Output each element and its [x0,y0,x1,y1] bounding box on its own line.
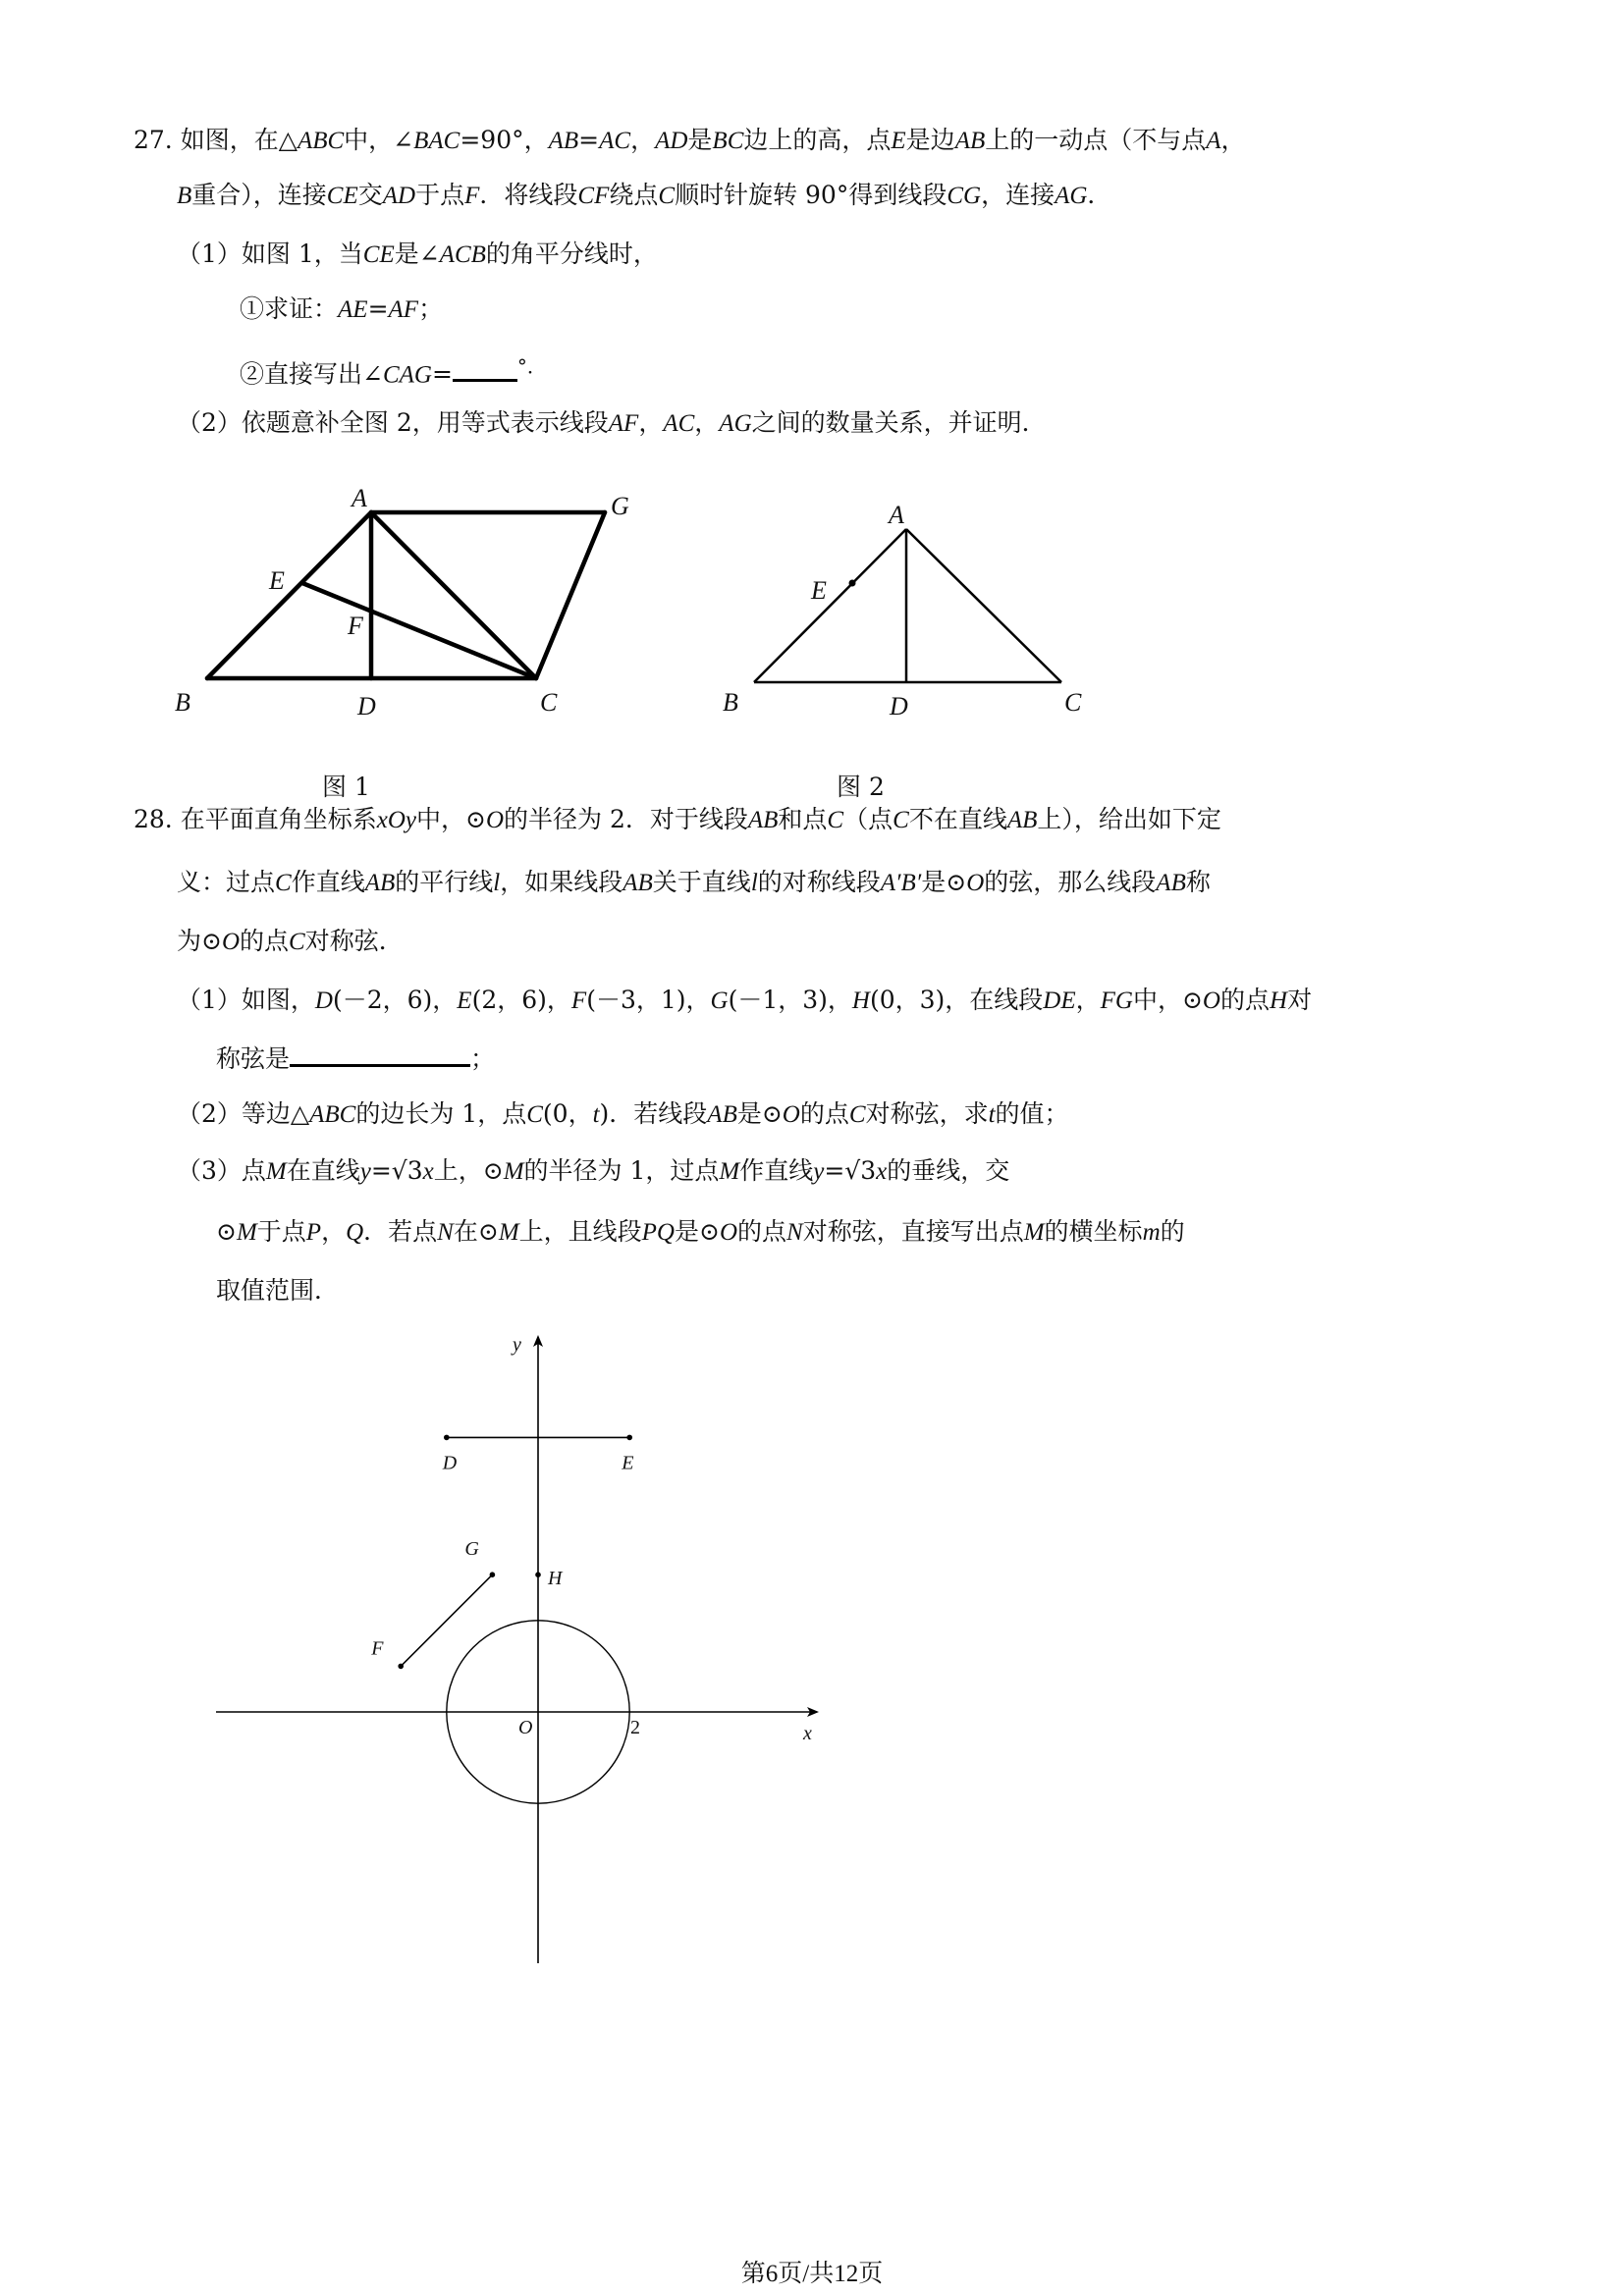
math: N [786,1219,803,1246]
point-d [444,1435,450,1441]
text: 和点 [778,805,828,833]
math: C [827,807,844,833]
math: P [305,1219,322,1246]
text: 对称弦． [304,927,404,955]
math: y [813,1158,825,1185]
math: AB [364,870,396,896]
math: AC [663,410,695,437]
math: CAG [382,361,432,389]
text: (－1，3)， [728,986,852,1014]
point-label-g: G [464,1538,479,1561]
text: 的点 [799,1099,849,1128]
q27-part1 [177,240,658,270]
text: 是 [687,126,713,154]
math: CE [326,183,358,209]
point-h [535,1572,541,1577]
q28-part1 [177,986,1312,1016]
coordinate-figure [196,1315,864,1983]
math: ABC [297,128,345,154]
text: 重合），连接 [191,181,327,209]
fig2-label-d: D [890,692,908,721]
text: 中，∠ [344,126,414,154]
text: (－3，1)， [586,986,711,1014]
text: （3）点 [177,1156,266,1185]
text: ，连接 [981,181,1056,209]
text: 对称弦，直接写出点 [802,1217,1024,1246]
text: 在⊙ [453,1217,499,1246]
math: O [485,807,504,833]
text: ； [418,294,444,323]
text: ①求证： [240,294,339,323]
text: 关于直线 [652,868,751,896]
math: O [1202,988,1220,1014]
point-f [398,1664,404,1670]
text: 如图，在△ [180,126,298,154]
fig1-segment-gc [536,512,605,678]
fig1-label-e: E [269,566,285,595]
text: (－2，6)， [332,986,458,1014]
math: A′B′ [880,870,922,896]
math: M [265,1158,287,1185]
text: （2）等边△ [177,1099,310,1128]
text: =√3 [370,1156,423,1185]
math: O [719,1219,737,1246]
fig1-label-c: C [540,688,558,717]
text: 义：过点 [177,868,276,896]
math: CE [362,241,395,268]
text: 的半径为 2．对于线段 [504,805,748,833]
fig1-segment-ab [207,512,371,678]
text: ，如果线段 [500,868,623,896]
math: C [289,929,305,955]
math: AB [1156,870,1186,896]
answer-blank-cag[interactable] [453,357,517,382]
text: 的半径为 1，过点 [523,1156,720,1185]
fig1-label-a: A [352,484,367,512]
text: 是⊙ [921,868,967,896]
answer-blank-symmetric-chord[interactable] [290,1042,470,1067]
text: = [431,359,453,389]
text: =√3 [824,1156,877,1185]
math: G [710,988,729,1014]
text: 上，且线段 [518,1217,642,1246]
fig2-label-a: A [889,501,904,529]
math: AB [623,870,653,896]
q28-part1-cont [216,1042,495,1074]
text: 上），给出如下定 [1037,805,1221,833]
math: B [177,183,192,209]
q27-part1-sub2 [240,351,547,390]
point-label-f: F [371,1637,384,1660]
math: A [1206,128,1221,154]
x-axis-label: x [803,1723,812,1744]
text: 顺时针旋转 90°得到线段 [675,181,947,209]
math: Q [346,1219,364,1246]
text: 对 [1287,986,1313,1014]
text: 的角平分线时， [485,240,658,268]
text: 中，⊙ [1132,986,1203,1014]
fig2-label-c: C [1064,688,1082,717]
math: ACB [439,241,486,268]
q28-part2 [177,1099,1069,1130]
math: AE [338,296,368,323]
math: ABC [309,1101,356,1128]
text: 的对称线段 [757,868,881,896]
math: CG [947,183,982,209]
text: ②直接写出∠ [240,359,383,389]
point-g [490,1572,496,1577]
text: 的横坐标 [1044,1217,1143,1246]
math: M [498,1219,519,1246]
point-label-e: E [622,1452,634,1474]
math: M [503,1158,524,1185]
text: 在直线 [286,1156,360,1185]
q27-number: 27. [134,126,173,154]
text: 不在直线 [908,805,1007,833]
text: )．若线段 [599,1099,708,1128]
text: （1）如图 1，当 [177,240,363,268]
q28-part3-cont1 [216,1217,1185,1248]
math: C [893,807,909,833]
fig2-label-e: E [811,576,827,605]
math: x [876,1158,888,1185]
math: AD [382,183,416,209]
origin-label: O [518,1717,533,1738]
text: 上，⊙ [433,1156,504,1185]
text: ； [470,1044,496,1073]
text: ． [1087,181,1112,209]
q28-stem-line1 [134,805,1221,835]
math: AG [719,410,752,437]
math: y [359,1158,371,1185]
fig2-segment-ac [906,529,1061,682]
math: FG [1100,988,1133,1014]
text: ， [1220,126,1246,154]
q28-part3 [177,1156,1009,1187]
text: 之间的数量关系，并证明． [751,408,1047,437]
math: AB [548,128,579,154]
q28-stem-line2 [177,868,1211,898]
q27-stem-line1 [134,126,1246,156]
math: D [314,988,333,1014]
math: PQ [641,1219,675,1246]
text: （点 [843,805,893,833]
math: x [422,1158,434,1185]
text: 的弦，那么线段 [984,868,1157,896]
math: H [1270,988,1288,1014]
math: O [966,870,985,896]
fig2-label-b: B [723,688,738,717]
text: （1）如图， [177,986,315,1014]
math: BC [712,128,744,154]
figure-1 [157,471,668,726]
math: M [719,1158,740,1185]
text: 的值； [995,1099,1069,1128]
text: (0， [542,1099,593,1128]
math: AC [599,128,631,154]
text: 边上的高，点 [743,126,892,154]
fig2-segment-ab [754,529,906,682]
math: N [437,1219,454,1246]
fig1-segment-ec [302,583,536,678]
text: 的点 [1219,986,1270,1014]
text: 绕点 [609,181,659,209]
math: t [592,1101,600,1128]
q27-stem-line2 [177,181,1111,211]
q27-part1-sub1 [240,294,443,325]
text: ， [321,1217,347,1246]
text: 中，⊙ [415,805,486,833]
y-axis-label: y [513,1334,521,1356]
q28-number: 28. [134,805,173,833]
text: 的垂线，交 [887,1156,1010,1185]
text: (0，3)，在线段 [869,986,1044,1014]
page-footer: 第6页/共12页 [740,2261,884,2287]
q27-part2 [177,408,1047,439]
text: 是边 [905,126,955,154]
math: F [464,183,480,209]
q28-stem-line3 [177,927,404,957]
math: l [493,870,501,896]
text: = [578,126,600,154]
math: C [658,183,676,209]
text: 是⊙ [736,1099,783,1128]
text: = [367,294,389,323]
math: F [570,988,587,1014]
figure-2 [707,491,1100,726]
math: H [851,988,870,1014]
math: t [988,1101,996,1128]
math: E [891,128,906,154]
math: BAC [413,128,460,154]
fig1-label-d: D [357,692,376,721]
text: 作直线 [291,868,365,896]
text: 取值范围． [216,1276,340,1305]
text: 称弦是 [216,1044,291,1073]
math: AF [388,296,419,323]
text: 于点 [415,181,465,209]
text: （2）依题意补全图 2，用等式表示线段 [177,408,609,437]
math: C [275,870,292,896]
text: =90°， [460,126,549,154]
text: (2，6)， [471,986,571,1014]
math: AD [655,128,688,154]
math: O [782,1101,800,1128]
text: ， [638,408,664,437]
text: ．若点 [363,1217,438,1246]
fig2-point-e [849,580,856,587]
math: C [848,1101,866,1128]
text: ．将线段 [479,181,578,209]
text: 的点 [240,927,290,955]
math: C [526,1101,543,1128]
text: 是∠ [394,240,440,268]
text: 作直线 [739,1156,814,1185]
text: 为⊙ [177,927,222,955]
point-label-d: D [442,1452,458,1474]
fig1-label-b: B [175,688,190,717]
point-label-h: H [548,1568,563,1590]
tick-label-2: 2 [630,1717,640,1738]
math: AB [747,807,779,833]
text: ⊙ [216,1217,237,1246]
text: 的边长为 1，点 [355,1099,527,1128]
math: AG [1055,183,1088,209]
math: O [221,929,241,955]
math: M [1023,1219,1045,1246]
math: AF [608,410,639,437]
text: 是⊙ [674,1217,720,1246]
text: 在平面直角坐标系 [180,805,377,833]
math: E [457,988,472,1014]
text: 对称弦，求 [865,1099,989,1128]
text: ， [694,408,720,437]
text: 于点 [256,1217,306,1246]
fig1-segment-ac [371,512,536,678]
text: °． [516,354,547,378]
fig1-label-g: G [611,492,629,520]
math: M [236,1219,257,1246]
math: m [1142,1219,1161,1246]
text: ， [1075,986,1101,1014]
math: AB [1006,807,1038,833]
text: 交 [357,181,383,209]
text: ， [630,126,656,154]
figure-1-caption: 图 1 [322,773,370,801]
math: AB [707,1101,737,1128]
math: DE [1043,988,1076,1014]
math: CF [577,183,610,209]
text: 的 [1160,1217,1185,1246]
math: l [750,870,758,896]
point-e [626,1435,632,1441]
text: 上的一动点（不与点 [985,126,1207,154]
fig1-label-f: F [348,612,363,640]
q28-part3-cont2 [216,1276,339,1306]
math: AB [954,128,986,154]
text: 的点 [737,1217,787,1246]
text: 的平行线 [395,868,494,896]
segment-fg [401,1575,492,1666]
text: 称 [1185,868,1211,896]
figure-2-caption: 图 2 [837,773,885,801]
math: xOy [376,807,416,833]
